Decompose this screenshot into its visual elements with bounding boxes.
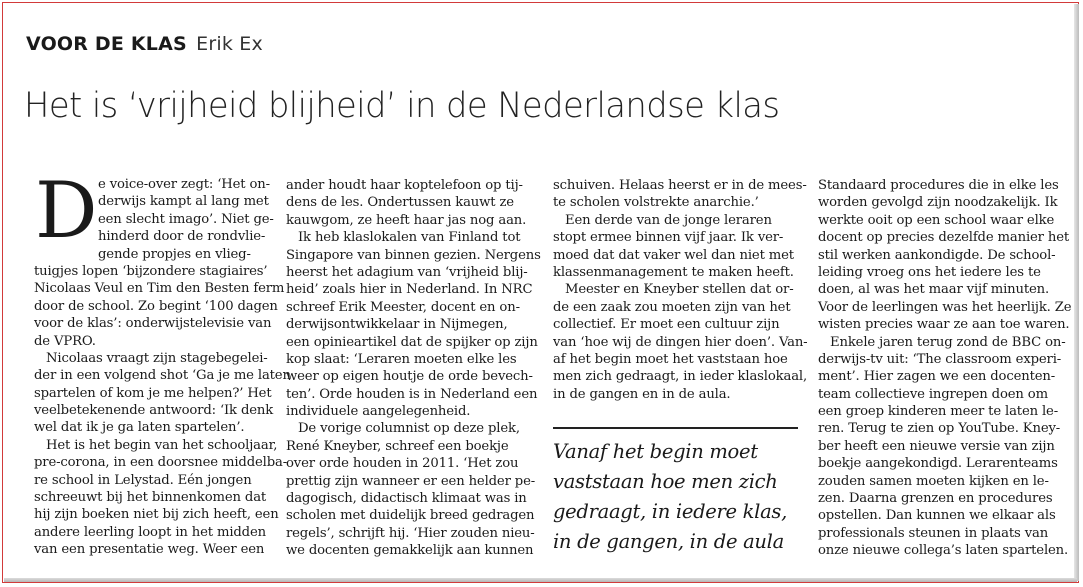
text-line: docent op precies dezelfde manier het xyxy=(818,230,1070,246)
scroll-edge xyxy=(1074,4,1079,581)
text-line: De vorige columnist op deze plek, xyxy=(298,421,520,437)
text-line: gende propjes en vlieg- xyxy=(98,246,251,262)
text-line: derwijsontwikkelaar in Nijmegen, xyxy=(286,317,508,333)
text-line: pre-corona, in een doorsnee middelba- xyxy=(34,455,288,471)
text-line: moed dat dat vaker wel dan niet met xyxy=(553,247,794,263)
text-line: af het begin moet het vaststaan hoe xyxy=(553,351,788,367)
pull-quote-line: Vanaf het begin moet xyxy=(553,440,758,463)
text-line: collectief. Er moet een cultuur zijn xyxy=(553,317,780,333)
text-line: over orde houden in 2011. ‘Het zou xyxy=(286,456,519,472)
text-line: tuigjes lopen ‘bijzondere stagiaires’ xyxy=(34,263,268,279)
text-line: Enkele jaren terug zond de BBC on- xyxy=(830,334,1066,350)
pull-quote-line: in de gangen, in de aula xyxy=(553,530,784,553)
text-line: worden gevolgd zijn noodzakelijk. Ik xyxy=(818,195,1058,211)
text-line: wel dat ik je ga laten spartelen’. xyxy=(34,420,245,436)
text-line: kop slaat: ‘Leraren moeten elke les xyxy=(286,351,517,367)
text-line: een opinieartikel dat de spijker op zijn xyxy=(286,334,538,350)
text-line: stil werken aankondigde. De school- xyxy=(818,247,1056,263)
text-line: opstellen. Dan kunnen we elkaar als xyxy=(818,508,1056,524)
section-label: VOOR DE KLAS xyxy=(26,33,187,55)
text-line: derwijs kampt al lang met xyxy=(98,194,269,210)
drop-cap: D xyxy=(35,166,98,256)
text-line: individuele aangelegenheid. xyxy=(286,404,471,420)
text-column-1 xyxy=(34,166,291,559)
text-line: schreeuwt bij het binnenkomen dat xyxy=(34,490,267,506)
pull-quote-line: gedraagt, in iedere klas, xyxy=(553,500,788,523)
text-line: René Kneyber, schreef een boekje xyxy=(286,438,509,454)
article-kicker xyxy=(26,33,263,55)
text-line: veelbetekenende antwoord: ‘Ik denk xyxy=(34,403,274,419)
text-line: schuiven. Helaas heerst er in de mees- xyxy=(553,178,807,193)
text-line: prettig zijn wanneer er een helder pe- xyxy=(286,473,536,489)
pull-quote xyxy=(553,437,803,557)
text-line: professionals steunen in plaats van xyxy=(818,525,1049,541)
text-line: derwijs-tv uit: ‘The classroom experi- xyxy=(818,351,1062,367)
text-line: voor de klas’: onderwijstelevisie van xyxy=(34,316,272,332)
text-line: kauwgom, ze heeft haar jas nog aan. xyxy=(286,212,527,228)
bottom-edge xyxy=(4,578,1077,582)
text-line: regels’, schrijft hij. ‘Hier zouden nieu- xyxy=(286,525,535,541)
text-line: onze nieuwe collega’s laten spartelen. xyxy=(818,543,1069,559)
text-column-2 xyxy=(286,177,541,560)
text-line: ander houdt haar koptelefoon op tij- xyxy=(286,178,523,193)
text-line: Voor de leerlingen was het heerlijk. Ze xyxy=(818,299,1072,315)
text-line: men zich gedraagt, in ieder klaslokaal, xyxy=(553,369,808,385)
text-line: team collectieve ingrepen doen om xyxy=(818,386,1048,402)
text-line: hij zijn boeken niet bij zich heeft, een xyxy=(34,507,279,523)
text-line: dagogisch, didactisch klimaat was in xyxy=(286,491,527,507)
text-line: de een zaak zou moeten zijn van het xyxy=(553,299,791,315)
text-line: van ‘hoe wij de dingen hier doen’. Van- xyxy=(553,334,808,350)
text-line: scholen met duidelijk breed gedragen xyxy=(286,508,535,524)
text-line: leiding vroeg ons het iedere les te xyxy=(818,264,1041,280)
text-line: heid’ zoals hier in Nederland. In NRC xyxy=(286,282,533,298)
text-line: heerst het adagium van ‘vrijheid blij- xyxy=(286,264,528,280)
text-line: andere leerling loopt in het midden xyxy=(34,524,266,540)
text-line: Ik heb klaslokalen van Finland tot xyxy=(298,230,521,246)
text-line: klassenmanagement te maken heeft. xyxy=(553,264,794,280)
text-line: zen. Daarna grenzen en procedures xyxy=(818,491,1053,507)
text-line: Een derde van de jonge leraren xyxy=(565,212,772,228)
text-line: Nicolaas vraagt zijn stagebegelei- xyxy=(46,350,268,366)
text-line: ment’. Hier zagen we een docenten- xyxy=(818,369,1056,385)
text-line: Singapore van binnen gezien. Nergens xyxy=(286,247,541,263)
text-line: Meester en Kneyber stellen dat or- xyxy=(565,282,794,298)
text-line: Standaard procedures die in elke les xyxy=(818,178,1059,193)
text-line: Nicolaas Veul en Tim den Besten ferm xyxy=(34,281,285,297)
text-line: van een presentatie weg. Weer een xyxy=(34,542,265,558)
text-line: e voice-over zegt: ‘Het on- xyxy=(98,177,270,192)
text-line: wisten precies waar ze aan toe waren. xyxy=(818,317,1070,333)
text-line: spartelen of kom je me helpen?’ Het xyxy=(34,385,272,401)
text-line: doen, al was het maar vijf minuten. xyxy=(818,282,1050,298)
text-line: dens de les. Ondertussen kauwt ze xyxy=(286,195,514,211)
text-line: zouden samen moeten kijken en le- xyxy=(818,473,1049,489)
text-line: ren. Terug te zien op YouTube. Kney- xyxy=(818,421,1061,437)
text-column-3 xyxy=(553,177,808,403)
text-line: hinderd door de rondvlie- xyxy=(98,229,266,245)
text-line: we docenten gemakkelijk aan kunnen xyxy=(286,543,534,559)
text-line: de VPRO. xyxy=(34,333,96,349)
text-line: te scholen volstrekte anarchie.’ xyxy=(553,195,759,211)
text-line: schreef Erik Meester, docent en on- xyxy=(286,299,520,315)
text-line: Het is het begin van het schooljaar, xyxy=(46,437,278,453)
pull-quote-rule xyxy=(553,427,798,429)
text-line: der in een volgend shot ‘Ga je me laten xyxy=(34,368,291,384)
text-line: ber heeft een nieuwe versie van zijn xyxy=(818,438,1055,454)
article-headline: Het is ‘vrijheid blijheid’ in de Nederlandse klas xyxy=(24,86,780,126)
text-line: stopt ermee binnen vijf jaar. Ik ver- xyxy=(553,230,784,246)
pull-quote-line: vaststaan hoe men zich xyxy=(553,470,778,493)
text-line: een slecht imago’. Niet ge- xyxy=(98,211,274,227)
text-line: in de gangen en in de aula. xyxy=(553,386,731,402)
text-column-4 xyxy=(818,177,1072,560)
text-line: een groep kinderen meer te laten le- xyxy=(818,404,1059,420)
text-line: werkte ooit op een school waar elke xyxy=(818,212,1055,228)
text-line: re school in Lelystad. Eén jongen xyxy=(34,472,252,488)
author-name: Erik Ex xyxy=(196,33,263,55)
text-line: ten’. Orde houden is in Nederland een xyxy=(286,386,538,402)
text-line: weer op eigen houtje de orde bevech- xyxy=(286,369,533,385)
text-line: door de school. Zo begint ‘100 dagen xyxy=(34,298,278,314)
text-line: boekje aangekondigd. Lerarenteams xyxy=(818,456,1058,472)
